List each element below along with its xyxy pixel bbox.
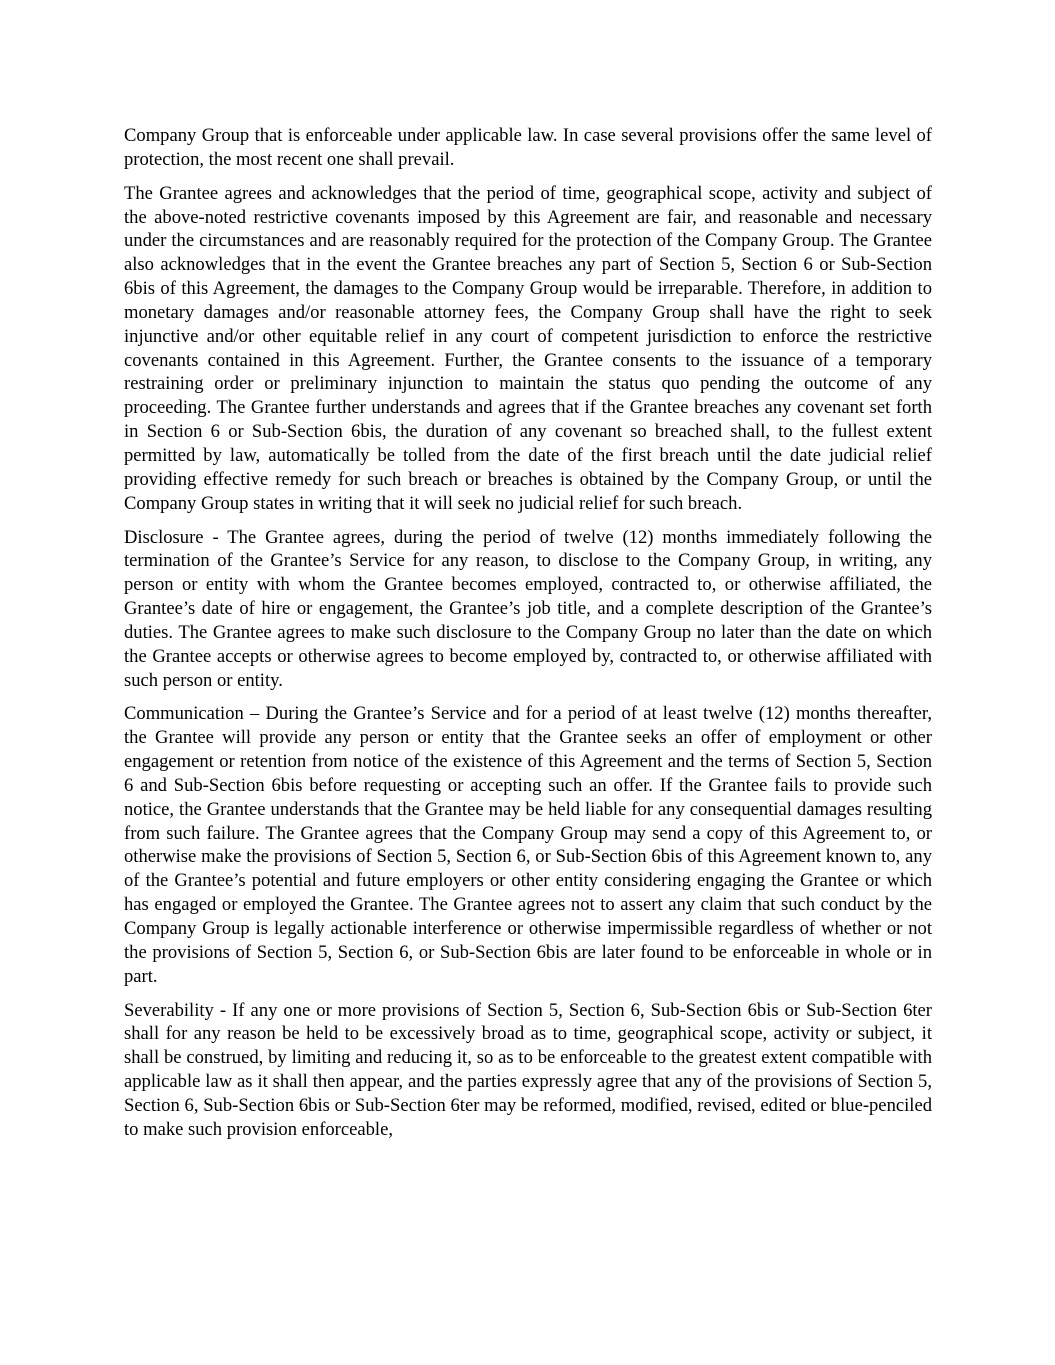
paragraph-protection-prevail: Company Group that is enforceable under applicable law. In case several provisions offer the same level of protection, the most recent one shall prevail. [124,125,932,170]
paragraph-disclosure: Disclosure - The Grantee agrees, during the period of twelve (12) months immediately following the termination of the Grantee’s Service for any reason, to disclose to the Company Group, in writing, any person or entity with whom the Grantee becomes employed, contracted to, or otherwise affiliated, the Grantee’s date of hire or engagement, the Grantee’s job title, and a complete description of the Grantee’s duties. The Grantee agrees to make such disclosure to the Company Group no later than the date on which the Grantee accepts or otherwise agrees to become employed by, contracted to, or otherwise affiliated with such person or entity. [124,526,932,691]
paragraph-acknowledgment-relief: The Grantee agrees and acknowledges that the period of time, geographical scope, activity and subject of the above-noted restrictive covenants imposed by this Agreement are fair, and reasonable and necessary under the circumstances and are reasonably required for the protection of the Company Group. The Grantee also acknowledges that in the event the Grantee breaches any part of Section 5, Section 6 or Sub-Section 6bis of this Agreement, the damages to the Company Group would be irreparable. Therefore, in addition to monetary damages and/or reasonable attorney fees, the Company Group shall have the right to seek injunctive and/or other equitable relief in any court of competent jurisdiction to enforce the restrictive covenants contained in this Agreement. Further, the Grantee consents to the issuance of a temporary restraining order or preliminary injunction to maintain the status quo pending the outcome of any proceeding. The Grantee further understands and agrees that if the Grantee breaches any covenant set forth in Section 6 or Sub-Section 6bis, the duration of any covenant so breached shall, to the fullest extent permitted by law, automatically be tolled from the date of the first breach until the date judicial relief providing effective remedy for such breach or breaches is obtained by the Company Group, or until the Company Group states in writing that it will seek no judicial relief for such breach. [124,182,932,514]
paragraph-severability: Severability - If any one or more provisions of Section 5, Section 6, Sub-Section 6bis or Sub-Section 6ter shall for any reason be held to be excessively broad as to time, geographical scope, activity or subject, it shall be construed, by limiting and reducing it, so as to be enforceable to the greatest extent compatible with applicable law as it shall then appear, and the parties expressly agree that any of the provisions of Section 5, Section 6, Sub-Section 6bis or Sub-Section 6ter may be reformed, modified, revised, edited or blue-penciled to make such provision enforceable, [124,999,932,1140]
document-page [124,124,932,1142]
paragraph-communication: Communication – During the Grantee’s Service and for a period of at least twelve (12) months thereafter, the Grantee will provide any person or entity that the Grantee seeks an offer of employment or other engagement or retention from notice of the existence of this Agreement and the terms of Section 5, Section 6 and Sub-Section 6bis before requesting or accepting such an offer. If the Grantee fails to provide such notice, the Grantee understands that the Grantee may be held liable for any consequential damages resulting from such failure. The Grantee agrees that the Company Group may send a copy of this Agreement to, or otherwise make the provisions of Section 5, Section 6, or Sub-Section 6bis of this Agreement known to, any of the Grantee’s potential and future employers or other entity considering engaging the Grantee or which has engaged or employed the Grantee. The Grantee agrees not to assert any claim that such conduct by the Company Group is legally actionable interference or otherwise impermissible regardless of whether or not the provisions of Section 5, Section 6, or Sub-Section 6bis are later found to be enforceable in whole or in part. [124,703,932,987]
